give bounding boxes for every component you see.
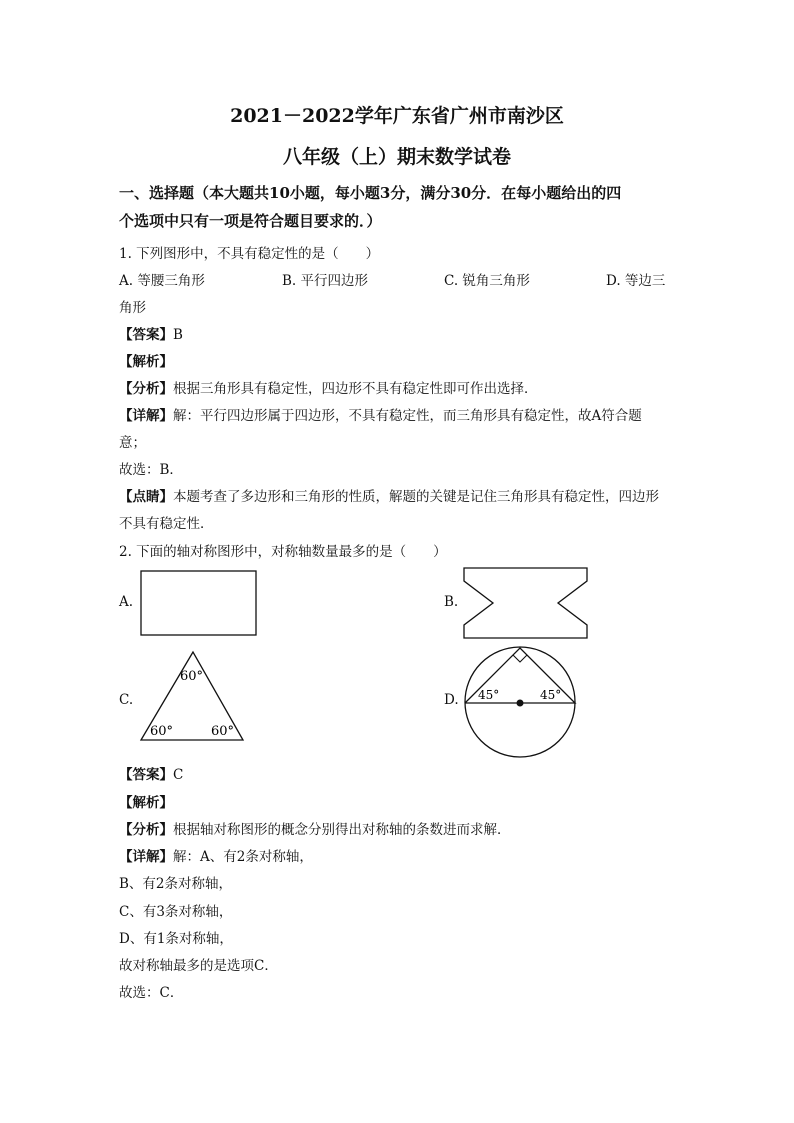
answer-tag: 【答案】 [119,327,173,343]
xiangjie-tag: 【详解】 [119,408,173,424]
q2-xiangjie-line-5: 故对称轴最多的是选项C． [119,958,278,974]
q1-option-b: B. 平行四边形 [282,273,369,289]
q1-xiangjie-line-1 [119,404,642,424]
q2-fenxi-text: 根据轴对称图形的概念分别得出对称轴的条数进而求解． [173,822,511,838]
rectangle-figure [139,569,259,639]
q1-choose: 故选：B． [119,462,183,478]
equilateral-triangle-figure [138,648,248,744]
triangle-angle-left: 60° [150,724,174,739]
q1-answer-value: B [173,327,183,343]
q2-answer-line [119,763,183,783]
section-heading-line-1: 一、选择题（本大题共10小题，每小题3分，满分30分．在每小题给出的四 [119,184,622,202]
answer-tag: 【答案】 [119,767,173,783]
q2-xiangjie-line-2: B、有2条对称轴， [119,876,233,892]
q2-option-b-label: B. [444,594,459,610]
circle-angle-left: 45° [478,688,500,702]
page-title-line-2: 八年级（上）期末数学试卷 [282,146,511,168]
q1-option-d: D. 等边三 [606,273,666,289]
q2-fenxi-line [119,818,511,838]
circle-triangle-figure [462,644,580,762]
dianjing-tag: 【点睛】 [119,489,173,505]
q1-xiangjie-line-2: 意； [119,435,146,451]
q1-dianjing-line-1 [119,485,659,505]
q1-dianjing-text: 本题考查了多边形和三角形的性质，解题的关键是记住三角形具有稳定性，四边形 [173,489,659,505]
q2-option-c-label: C. [119,692,134,708]
q1-xiangjie-text: 解：平行四边形属于四边形，不具有稳定性，而三角形具有稳定性，故A符合题 [173,408,642,424]
q2-xiangjie-line-1 [119,845,313,865]
q2-xiangjie-text: 解：A、有2条对称轴， [173,849,313,865]
fenxi-tag: 【分析】 [119,381,173,397]
q1-option-d-cont: 角形 [119,300,146,316]
q1-option-a: A. 等腰三角形 [119,273,205,289]
q1-fenxi-line [119,377,538,397]
q1-fenxi-text: 根据三角形具有稳定性，四边形不具有稳定性即可作出选择． [173,381,538,397]
q2-choose: 故选：C． [119,985,184,1001]
q2-option-a-label: A. [119,594,134,610]
circle-angle-right: 45° [540,688,562,702]
notched-x-figure [462,566,590,640]
xiangjie-tag: 【详解】 [119,849,173,865]
q1-analysis-tag: 【解析】 [119,354,173,370]
section-heading-line-2: 个选项中只有一项是符合题目要求的．） [119,212,382,230]
q1-answer-line [119,323,183,343]
q1-stem: 1. 下列图形中，不具有稳定性的是（ ） [119,246,380,262]
fenxi-tag: 【分析】 [119,822,173,838]
triangle-angle-top: 60° [180,669,204,684]
q2-option-d-label: D. [444,692,459,708]
q1-option-c: C. 锐角三角形 [444,273,530,289]
triangle-angle-right: 60° [211,724,235,739]
q2-answer-value: C [173,767,184,783]
q2-xiangjie-line-3: C、有3条对称轴， [119,904,233,920]
q1-dianjing-line-2: 不具有稳定性． [119,516,214,532]
q2-stem: 2. 下面的轴对称图形中，对称轴数量最多的是（ ） [119,544,447,560]
q2-xiangjie-line-4: D、有1条对称轴， [119,931,233,947]
page-title-line-1: 2021－2022学年广东省广州市南沙区 [230,105,564,127]
q2-analysis-tag: 【解析】 [119,795,173,811]
